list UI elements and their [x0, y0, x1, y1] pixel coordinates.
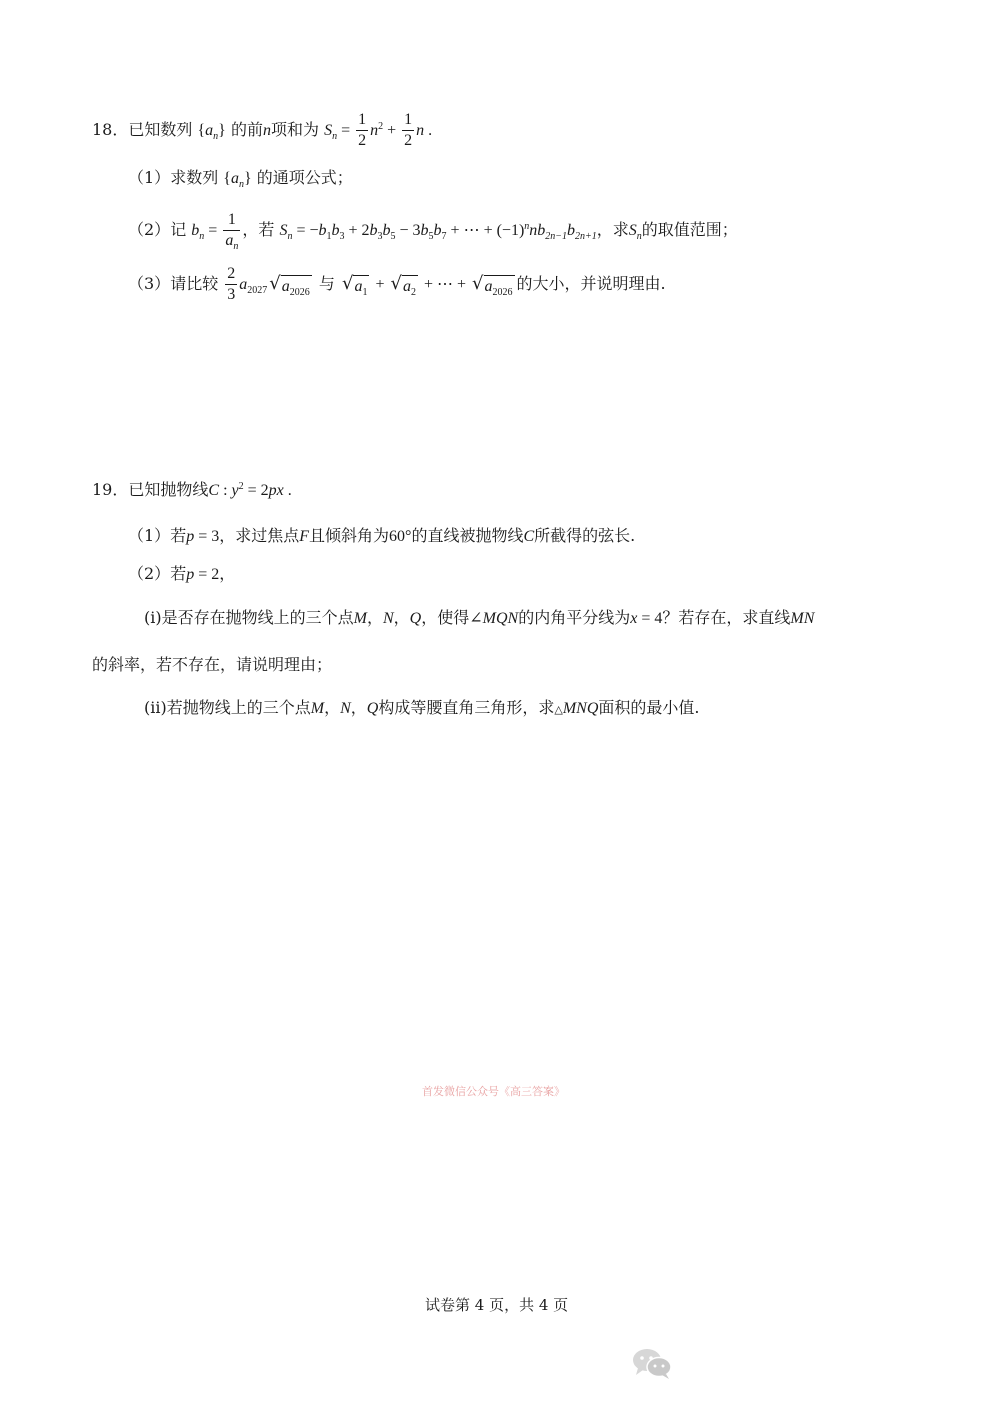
q18-sub1-label: （1）: [128, 168, 171, 187]
q18-sub1-text-b: 的通项公式；: [256, 168, 353, 187]
q19-part-i: (i)是否存在抛物线上的三个点M，N，Q，使得∠MQN的内角平分线为x = 4？若存在，求直线MN: [144, 608, 815, 627]
math-n: n: [262, 122, 271, 139]
math-frac-half: $\frac{1}{2}$: [358, 111, 367, 149]
q19-part-ii-text-c: 面积的最小值.: [598, 698, 700, 717]
q19-part-ii-text-b: 构成等腰直角三角形，求: [378, 698, 555, 717]
wechat-icon: [630, 1346, 674, 1380]
math-sqrt-a2: √ $a_2$: [390, 272, 416, 298]
q18-sub2-label: （2）: [128, 220, 171, 239]
q19-part-i-text-d: ？若存在，求直线: [662, 608, 791, 627]
math-frac-1-an: $\frac{1}{a_n}$: [225, 211, 239, 252]
page-footer: 试卷第 4 页，共 4 页: [425, 1296, 569, 1314]
q19-number: 19．: [92, 480, 129, 499]
q19-part-i-text-a: 是否存在抛物线上的三个点: [161, 608, 354, 627]
q19-sub2-text-a: 若: [170, 564, 187, 583]
q19-part-i-line2-text: 的斜率，若不存在，请说明理由；: [92, 655, 333, 674]
math-frac-2-3: $\frac{2}{3}$: [227, 265, 236, 303]
q18-sub3-label: （3）: [128, 274, 171, 293]
q19-sub1-text-a: 若: [170, 526, 187, 545]
q19-stem: 19．已知抛物线C : $y^2 = 2px$ .: [92, 480, 292, 499]
q18-sub3: （3）请比较 $\frac{2}{3}$ $a_{2027}$ √ $a_{2026}$ 与 √ $a_1$ + √ $a_2$ + ⋯ + √ $a_{2026}$ 的大小，并说明理由.: [128, 265, 666, 303]
q18-number: 18．: [92, 120, 129, 139]
math-frac-half-2: $\frac{1}{2}$: [404, 111, 413, 149]
q19-sub1-text-d: 的直线被抛物线: [411, 526, 524, 545]
math-bn-def: $b_n$: [191, 222, 205, 242]
q18-sub1: [128, 168, 353, 190]
q18-sub2-text-c: ，求: [596, 220, 629, 239]
watermark: 首发微信公众号《高三答案》: [422, 1085, 565, 1098]
math-sn-formula: $S_n$: [324, 122, 338, 142]
q18-sub3-text-b: 与: [318, 274, 335, 293]
q19-sub2-text-b: ，: [219, 564, 236, 583]
q18-sub2-text-a: 记: [170, 220, 187, 239]
q19-sub2-label: （2）: [128, 564, 171, 583]
q18-sub1-text-a: 求数列: [170, 168, 219, 187]
q18-sub2-text-d: 的取值范围；: [641, 220, 738, 239]
q19-sub1-label: （1）: [128, 526, 171, 545]
q19-part-i-text-b: ，使得: [421, 608, 470, 627]
q19-part-ii-text-a: 若抛物线上的三个点: [166, 698, 311, 717]
q19-sub1-text-b: ，求过焦点: [219, 526, 300, 545]
q18-stem-text-b: 的前: [230, 120, 263, 139]
q19-part-ii: (ii)若抛物线上的三个点M，N，Q构成等腰直角三角形，求△MNQ面积的最小值.: [144, 698, 700, 717]
q19-sub1-text-c: 且倾斜角为: [309, 526, 390, 545]
math-seq-an: $\{a_n\}$: [197, 122, 226, 142]
q18-stem: 18．已知数列 $\{a_n\}$ 的前n项和为 $S_n$ = $\frac{1}{2}$ $n^2$ + $\frac{1}{2}$ n .: [92, 111, 433, 149]
q19-part-i-text-c: 的内角平分线为: [518, 608, 631, 627]
q19-part-i-label: (i): [144, 608, 162, 627]
q18-sub2-text-b: ，若: [242, 220, 275, 239]
q19-part-ii-label: (ii): [144, 698, 167, 717]
math-parabola: C: [208, 482, 220, 499]
q19-sub2: （2）若p = 2，: [128, 564, 236, 583]
q18-stem-text-a: 已知数列: [128, 120, 193, 139]
q18-stem-text-c: 项和为: [270, 120, 319, 139]
q19-sub1-text-e: 所截得的弦长.: [534, 526, 636, 545]
q18-sub2: （2）记 $b_n$ = $\frac{1}{a_n}$ ，若 $S_n = -b_1b_3 + 2b_3b_5 - 3b_5b_7$ + ⋯ + $(-1)^nnb_{2n-1}b_{2n+1}$，求$S_n$的取值范围；: [128, 211, 738, 252]
math-sn-sum: $S_n$: [279, 222, 293, 242]
math-sqrt-a2026-b: √ $a_{2026}$: [472, 272, 513, 298]
q19-stem-text-a: 已知抛物线: [128, 480, 209, 499]
q19-sub1: （1）若p = 3，求过焦点F且倾斜角为60°的直线被抛物线C所截得的弦长.: [128, 526, 636, 545]
q18-sub3-text-c: 的大小，并说明理由.: [516, 274, 666, 293]
math-seq-an-2: $\{a_n\}$: [223, 170, 252, 190]
q19-part-i-line2: [92, 657, 332, 673]
math-sqrt-a2026: √ $a_{2026}$: [269, 272, 310, 298]
q18-sub3-text-a: 请比较: [170, 274, 219, 293]
math-sqrt-a1: √ $a_1$: [341, 272, 368, 298]
